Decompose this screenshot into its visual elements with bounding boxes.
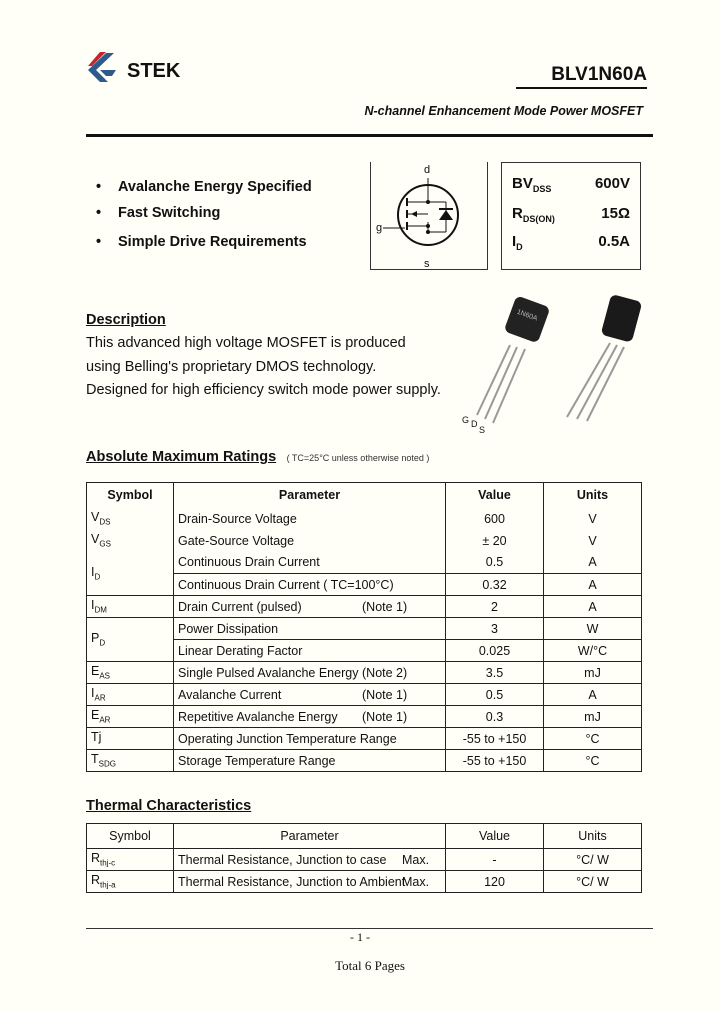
- feature-item: • Avalanche Energy Specified: [96, 179, 312, 195]
- part-number: BLV1N60A: [516, 64, 647, 89]
- abs-max-heading: Absolute Maximum Ratings ( TC=25°C unless otherwise noted ): [86, 449, 430, 465]
- unit-cell: A: [544, 684, 642, 706]
- unit-cell: °C/ W: [544, 871, 642, 893]
- unit-cell: mJ: [544, 706, 642, 728]
- spec-rdson: $R_{DS(ON)}$ 15Ω: [512, 205, 630, 224]
- table-header-row: [87, 824, 642, 849]
- feature-item: • Fast Switching: [96, 205, 221, 221]
- mosfet-symbol-box: [370, 162, 488, 270]
- unit-cell: °C/ W: [544, 849, 642, 871]
- symbol-cell: $R_{thj-a}$: [87, 871, 174, 893]
- thermal-title: Thermal Characteristics: [86, 798, 252, 814]
- parameter-cell: Drain Current (pulsed) (Note 1): [174, 596, 446, 618]
- table-row: [87, 728, 642, 750]
- table-row: [87, 871, 642, 893]
- symbol-cell: $E_{AS}$: [87, 662, 174, 684]
- parameter-cell: Avalanche Current (Note 1): [174, 684, 446, 706]
- footer-rule: [86, 928, 653, 929]
- value-cell: 0.025: [446, 640, 544, 662]
- parameter-cell: Continuous Drain Current: [174, 552, 446, 574]
- value-cell: 120: [446, 871, 544, 893]
- table-row: [87, 530, 642, 552]
- value-cell: 3.5: [446, 662, 544, 684]
- value-cell: 0.32: [446, 574, 544, 596]
- symbol-cell: $P_D$: [87, 618, 174, 662]
- drain-label: d: [424, 164, 431, 176]
- col-header: Value: [446, 483, 544, 508]
- symbol-cell: $T_{SDG}$: [87, 750, 174, 772]
- to92-package-image: [455, 295, 655, 435]
- symbol-cell: $I_{DM}$: [87, 596, 174, 618]
- parameter-cell: Drain-Source Voltage: [174, 508, 446, 530]
- pin-s-label: S: [479, 425, 486, 435]
- col-header: Parameter: [174, 483, 446, 508]
- value-cell: 600: [446, 508, 544, 530]
- thermal-table: [86, 823, 642, 893]
- feature-item: • Simple Drive Requirements: [96, 234, 307, 250]
- symbol-cell: $V_{DS}$: [87, 508, 174, 530]
- unit-cell: °C: [544, 750, 642, 772]
- parameter-cell: Thermal Resistance, Junction to case Max.: [174, 849, 446, 871]
- col-header: Symbol: [87, 483, 174, 508]
- total-pages: Total 6 Pages: [335, 958, 405, 973]
- source-label: s: [424, 258, 430, 270]
- header-rule: [86, 134, 653, 137]
- abs-max-note: ( TC=25°C unless otherwise noted ): [286, 453, 430, 463]
- parameter-cell: Operating Junction Temperature Range: [174, 728, 446, 750]
- brand-name: STEK: [127, 60, 181, 82]
- parameter-cell: Gate-Source Voltage: [174, 530, 446, 552]
- symbol-cell: $R_{thj-c}$: [87, 849, 174, 871]
- mosfet-symbol-icon: [371, 162, 489, 270]
- table-row: [87, 618, 642, 640]
- symbol-cell: $V_{GS}$: [87, 530, 174, 552]
- parameter-cell: Power Dissipation: [174, 618, 446, 640]
- spec-id: $I_D$ 0.5A: [512, 233, 630, 252]
- unit-cell: mJ: [544, 662, 642, 684]
- symbol-cell: $E_{AR}$: [87, 706, 174, 728]
- parameter-cell: Storage Temperature Range: [174, 750, 446, 772]
- table-row: [87, 706, 642, 728]
- value-cell: 0.3: [446, 706, 544, 728]
- unit-cell: W: [544, 618, 642, 640]
- value-cell: 0.5: [446, 552, 544, 574]
- unit-cell: A: [544, 574, 642, 596]
- abs-max-table: [86, 482, 642, 772]
- col-header: Units: [544, 824, 642, 849]
- spec-bvdss: $BV_{DSS}$ 600V: [512, 175, 630, 194]
- value-cell: -55 to +150: [446, 728, 544, 750]
- parameter-cell: Thermal Resistance, Junction to Ambient Max.: [174, 871, 446, 893]
- parameter-cell: Repetitive Avalanche Energy (Note 1): [174, 706, 446, 728]
- unit-cell: V: [544, 530, 642, 552]
- parameter-cell: Continuous Drain Current ( TC=100°C): [174, 574, 446, 596]
- unit-cell: V: [544, 508, 642, 530]
- table-header-row: [87, 483, 642, 508]
- pin-g-label: G: [462, 415, 470, 425]
- table-row: [87, 662, 642, 684]
- unit-cell: A: [544, 552, 642, 574]
- page-number: - 1 -: [350, 930, 370, 944]
- table-row: [87, 552, 642, 574]
- svg-text:1N60A: 1N60A: [515, 308, 539, 323]
- col-header: Units: [544, 483, 642, 508]
- table-row: [87, 750, 642, 772]
- gate-label: g: [376, 222, 383, 234]
- table-row: [87, 849, 642, 871]
- unit-cell: °C: [544, 728, 642, 750]
- device-subtitle: N-channel Enhancement Mode Power MOSFET: [364, 104, 643, 118]
- stek-logo-icon: [86, 50, 126, 88]
- table-row: [87, 684, 642, 706]
- value-cell: 0.5: [446, 684, 544, 706]
- symbol-cell: $I_D$: [87, 552, 174, 596]
- description-line: Designed for high efficiency switch mode power supply.: [86, 382, 441, 398]
- value-cell: 2: [446, 596, 544, 618]
- symbol-cell: $I_{AR}$: [87, 684, 174, 706]
- parameter-cell: Single Pulsed Avalanche Energy (Note 2): [174, 662, 446, 684]
- description-title: Description: [86, 312, 166, 328]
- value-cell: -: [446, 849, 544, 871]
- description-line: using Belling's proprietary DMOS technology.: [86, 359, 377, 375]
- col-header: Value: [446, 824, 544, 849]
- value-cell: ± 20: [446, 530, 544, 552]
- unit-cell: A: [544, 596, 642, 618]
- table-row: [87, 596, 642, 618]
- value-cell: 3: [446, 618, 544, 640]
- col-header: Symbol: [87, 824, 174, 849]
- table-row: [87, 508, 642, 530]
- unit-cell: W/°C: [544, 640, 642, 662]
- pin-d-label: D: [471, 419, 478, 429]
- parameter-cell: Linear Derating Factor: [174, 640, 446, 662]
- key-specs-box: [501, 162, 641, 270]
- description-line: This advanced high voltage MOSFET is produced: [86, 335, 406, 351]
- col-header: Parameter: [174, 824, 446, 849]
- value-cell: -55 to +150: [446, 750, 544, 772]
- symbol-cell: Tj: [87, 728, 174, 750]
